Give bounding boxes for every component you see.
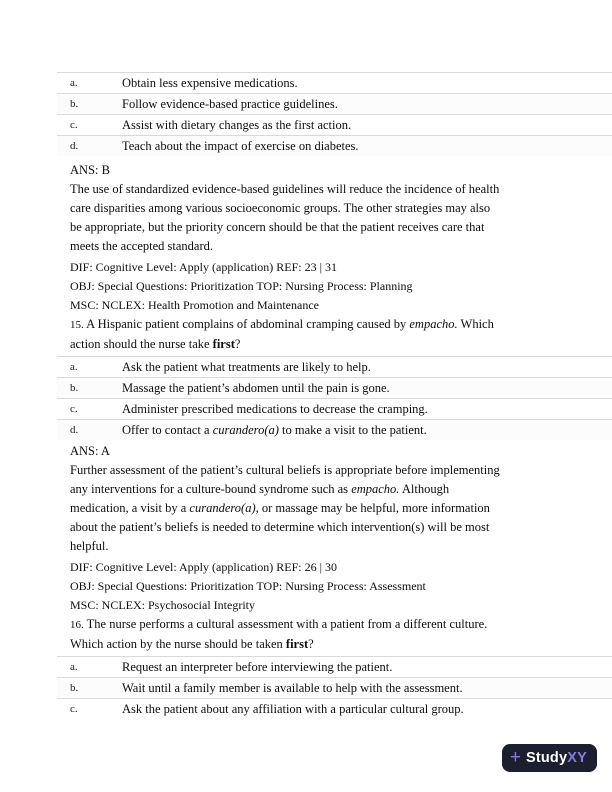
q14-options-table: [57, 72, 612, 156]
page-content: [0, 72, 612, 719]
option-text: Administer prescribed medications to decrease the cramping.: [122, 401, 428, 416]
option-letter: a.: [70, 361, 78, 373]
q14-answer: ANS: B: [70, 163, 110, 177]
option-letter: d.: [70, 424, 79, 436]
option-text: Obtain less expensive medications.: [122, 75, 298, 90]
option-text: Wait until a family member is available to help with the assessment.: [122, 680, 463, 695]
meta-obj: OBJ: Special Questions: Prioritization TOP: Nursing Process: Assessment: [70, 579, 426, 593]
option-text: Assist with dietary changes as the first action.: [122, 117, 352, 132]
plus-icon: +: [509, 746, 521, 768]
option-text: Ask the patient what treatments are likely to help.: [122, 359, 371, 374]
q15-answer: ANS: A: [70, 444, 110, 458]
q15-question: 15. A Hispanic patient complains of abdominal cramping caused by empacho. Which action should the nurse take first?: [70, 317, 494, 351]
option-row: [57, 377, 612, 398]
q16-options-table: [57, 656, 612, 719]
option-row: [57, 93, 612, 114]
meta-msc: MSC: NCLEX: Psychosocial Integrity: [70, 598, 255, 612]
meta-obj: OBJ: Special Questions: Prioritization TOP: Nursing Process: Planning: [70, 279, 413, 293]
option-row: [57, 398, 612, 419]
option-row: [57, 677, 612, 698]
option-text: Ask the patient about any affiliation with a particular cultural group.: [122, 701, 464, 716]
option-text: Teach about the impact of exercise on diabetes.: [122, 138, 359, 153]
option-letter: c.: [70, 403, 78, 415]
q15-meta: [70, 558, 612, 615]
q16-question: 16. The nurse performs a cultural assessment with a patient from a different culture. Which action by the nurse should be taken first?: [70, 617, 488, 651]
option-letter: a.: [70, 77, 78, 89]
option-letter: b.: [70, 682, 79, 694]
brand-study: Study: [525, 750, 568, 766]
option-text: Follow evidence-based practice guidelines.: [122, 96, 338, 111]
option-row: [57, 419, 612, 440]
option-row: [57, 135, 612, 156]
q15-options-table: [57, 356, 612, 440]
meta-msc: MSC: NCLEX: Health Promotion and Maintenance: [70, 298, 319, 312]
option-text: Request an interpreter before interviewing the patient.: [122, 659, 393, 674]
option-row: [57, 656, 612, 677]
meta-dif: DIF: Cognitive Level: Apply (application) REF: 23 | 31: [70, 260, 338, 274]
studyxy-logo: [502, 744, 597, 772]
option-letter: b.: [70, 98, 79, 110]
brand-text: [526, 750, 587, 766]
meta-dif: DIF: Cognitive Level: Apply (application) REF: 26 | 30: [70, 560, 338, 574]
option-text: Massage the patient’s abdomen until the pain is gone.: [122, 380, 390, 395]
option-letter: c.: [70, 119, 78, 131]
option-row: [57, 72, 612, 93]
option-letter: b.: [70, 382, 79, 394]
option-letter: a.: [70, 661, 78, 673]
option-letter: d.: [70, 140, 79, 152]
option-row: [57, 698, 612, 719]
q14-rationale: The use of standardized evidence-based guidelines will reduce the incidence of health care disparities among various socioeconomic groups. The other strategies may also be appropriate, but the priority concern should be that the patient receives care that meets the accepted standard.: [70, 182, 500, 253]
option-text: Offer to contact a curandero(a) to make a visit to the patient.: [122, 422, 427, 437]
option-letter: c.: [70, 703, 78, 715]
q14-meta: [70, 258, 612, 315]
brand-xy: XY: [567, 750, 587, 766]
option-row: [57, 114, 612, 135]
q15-rationale: Further assessment of the patient’s cultural beliefs is appropriate before implementing any interventions for a culture-bound syndrome such as empacho. Although medication, a visit by a curandero(a), or massage may be helpful, more information about the patient’s beliefs is needed to determine which intervention(s) will be most helpful.: [70, 463, 500, 553]
option-row: [57, 356, 612, 377]
